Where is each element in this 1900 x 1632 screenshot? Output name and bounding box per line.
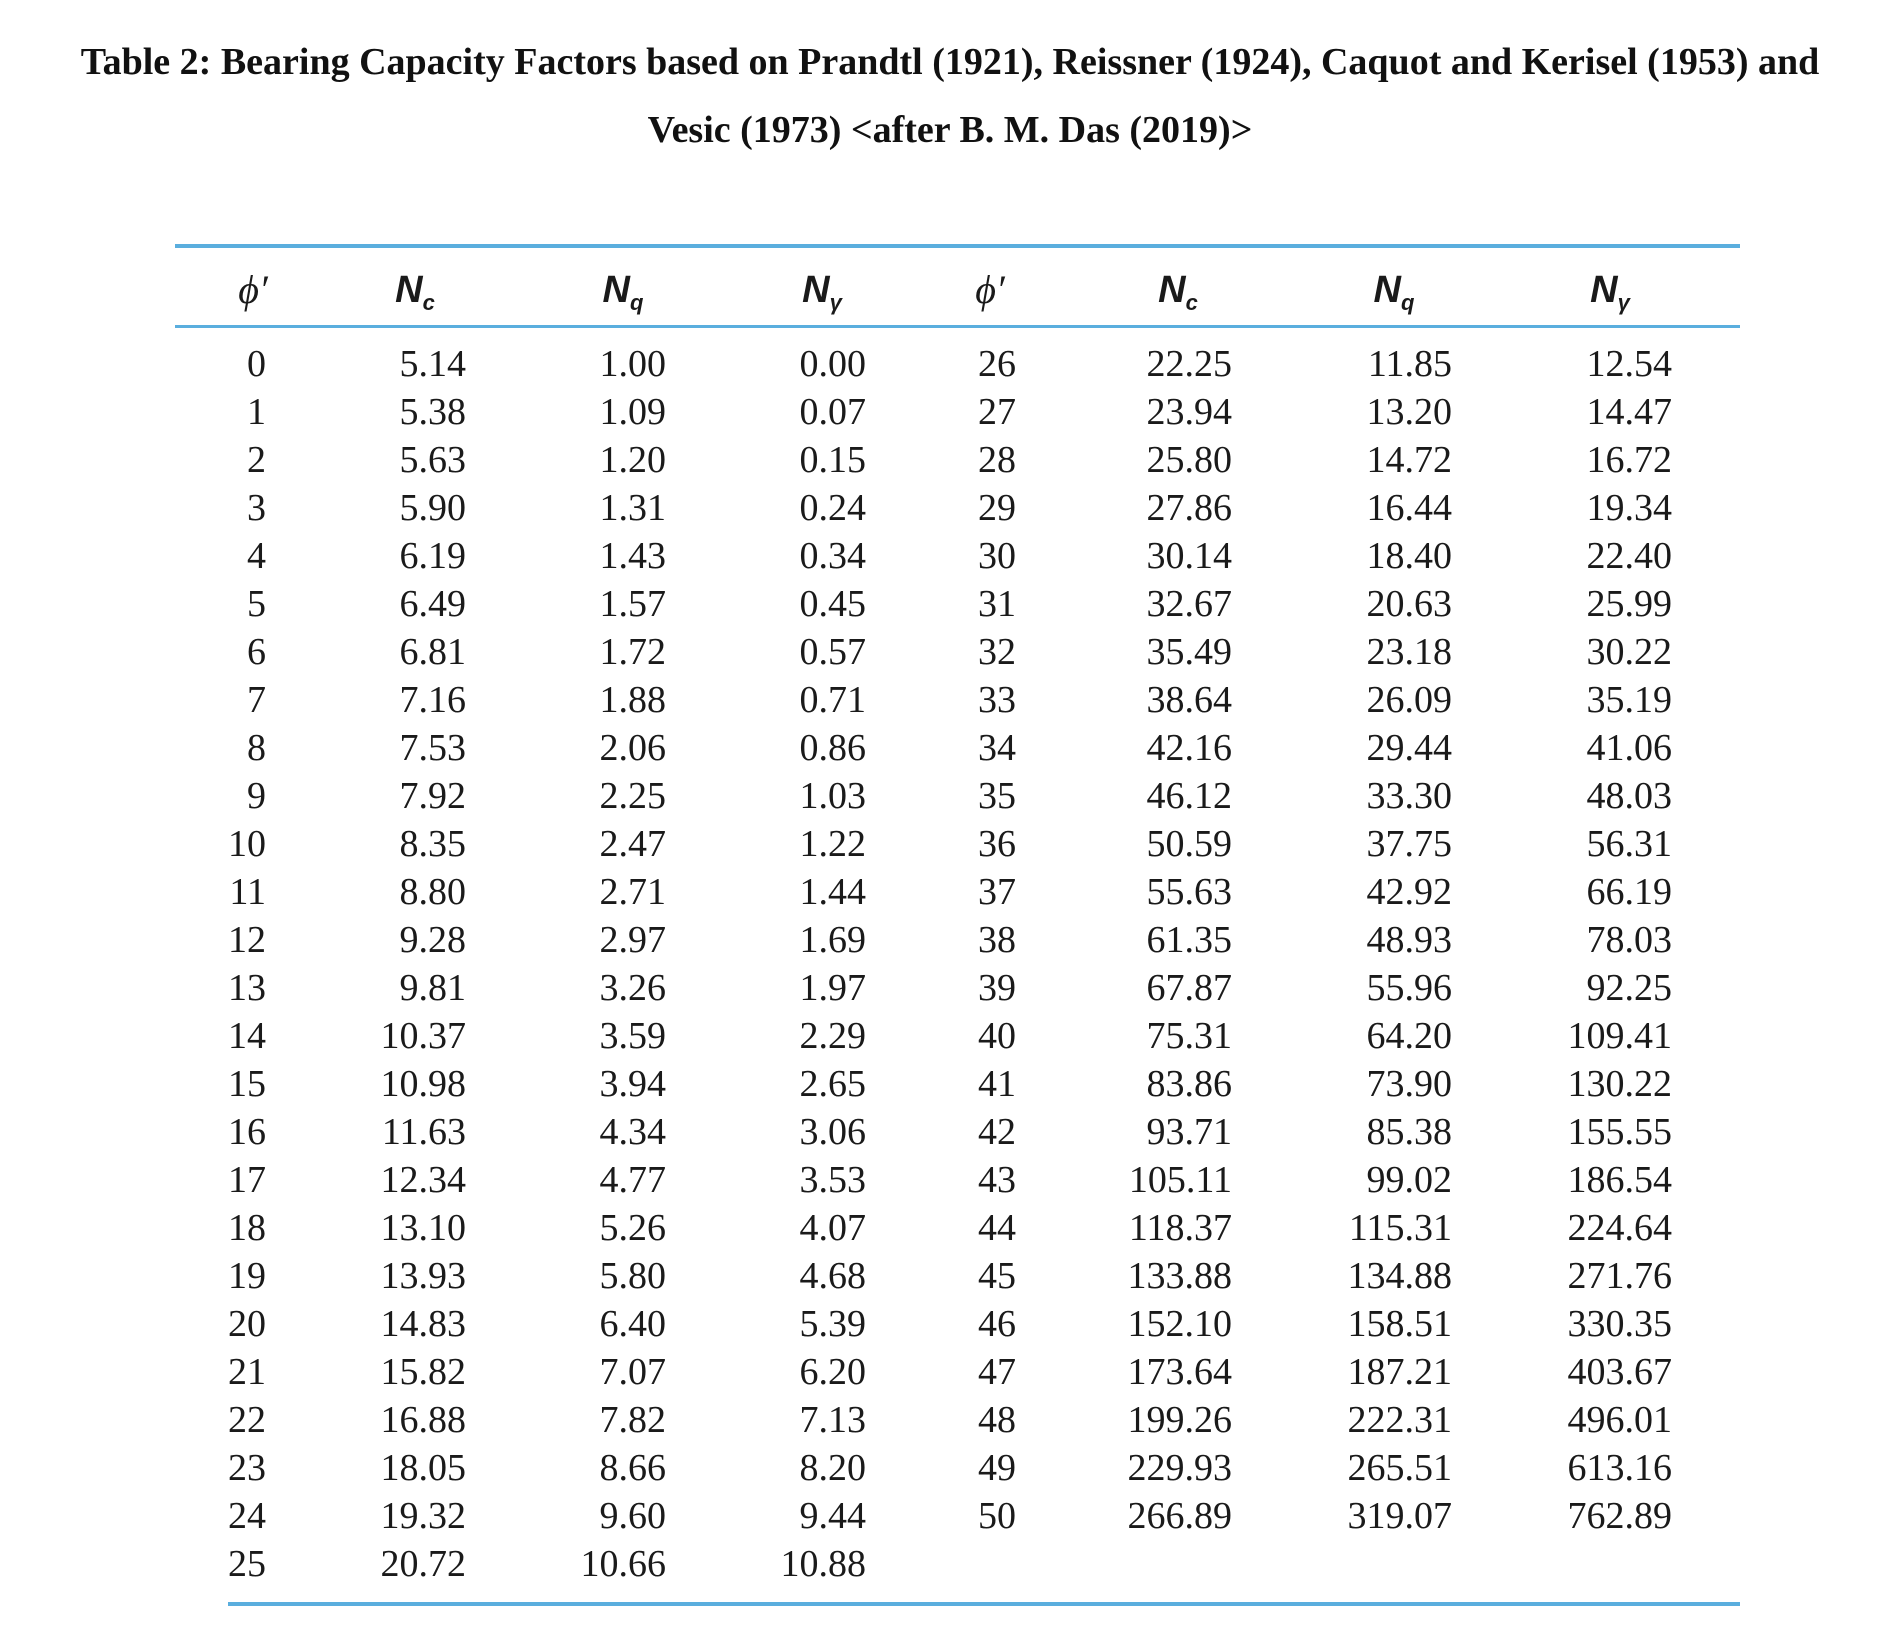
column-phi-right xyxy=(960,340,1016,1540)
table-title-line-1: Table 2: Bearing Capacity Factors based on Prandtl (1921), Reissner (1924), Caquot and Kerisel (1953) and xyxy=(80,41,1820,83)
table-cell: 1.69 xyxy=(799,919,866,961)
table-cell: 42.92 xyxy=(1366,871,1452,913)
table-cell: 10.37 xyxy=(380,1015,466,1057)
table-cell: 0.15 xyxy=(799,439,866,481)
table-cell: 186.54 xyxy=(1567,1159,1672,1201)
table-cell: 1.20 xyxy=(599,439,666,481)
header-nq-right-sub: q xyxy=(1401,290,1415,315)
table-cell: 44 xyxy=(978,1207,1016,1249)
table-cell: 38.64 xyxy=(1146,679,1232,721)
column-phi-left xyxy=(200,340,266,1588)
header-ng-right-sub: γ xyxy=(1617,290,1630,315)
header-nc-right-sub: c xyxy=(1185,290,1198,315)
table-cell: 133.88 xyxy=(1127,1255,1232,1297)
table-cell: 55.63 xyxy=(1146,871,1232,913)
header-ng-left-sub: γ xyxy=(829,290,842,315)
table-cell: 105.11 xyxy=(1128,1159,1232,1201)
table-cell: 14 xyxy=(228,1015,266,1057)
table-cell: 0.24 xyxy=(799,487,866,529)
table-cell: 5 xyxy=(247,583,266,625)
table-cell: 6.20 xyxy=(799,1351,866,1393)
header-phi-left: ϕ′ xyxy=(238,267,268,312)
table-cell: 47 xyxy=(978,1351,1016,1393)
table-cell: 496.01 xyxy=(1567,1399,1672,1441)
table-cell: 4.68 xyxy=(799,1255,866,1297)
table-cell: 173.64 xyxy=(1127,1351,1232,1393)
table-cell: 0.86 xyxy=(799,727,866,769)
table-cell: 83.86 xyxy=(1146,1063,1232,1105)
table-cell: 266.89 xyxy=(1127,1495,1232,1537)
table-cell: 50 xyxy=(978,1495,1016,1537)
table-cell: 1.72 xyxy=(599,631,666,673)
table-cell: 27 xyxy=(978,391,1016,433)
table-cell: 403.67 xyxy=(1567,1351,1672,1393)
table-cell: 35 xyxy=(978,775,1016,817)
column-ng-right xyxy=(1550,340,1672,1540)
table-cell: 7.13 xyxy=(799,1399,866,1441)
table-cell: 158.51 xyxy=(1347,1303,1452,1345)
table-cell: 319.07 xyxy=(1347,1495,1452,1537)
header-phi-right: ϕ′ xyxy=(975,267,1005,312)
table-cell: 9.81 xyxy=(399,967,466,1009)
table-cell: 9.44 xyxy=(799,1495,866,1537)
table-cell: 32 xyxy=(978,631,1016,673)
table-cell: 40 xyxy=(978,1015,1016,1057)
table-cell: 5.90 xyxy=(399,487,466,529)
table-cell: 10.66 xyxy=(580,1543,666,1585)
table-cell: 17 xyxy=(228,1159,266,1201)
table-cell: 30.14 xyxy=(1146,535,1232,577)
table-cell: 33 xyxy=(978,679,1016,721)
table-cell: 4 xyxy=(247,535,266,577)
column-nc-left xyxy=(360,340,466,1588)
table-cell: 48.93 xyxy=(1366,919,1452,961)
table-cell: 50.59 xyxy=(1146,823,1232,865)
table-cell: 199.26 xyxy=(1127,1399,1232,1441)
table-cell: 224.64 xyxy=(1567,1207,1672,1249)
table-cell: 26.09 xyxy=(1366,679,1452,721)
table-cell: 24 xyxy=(228,1495,266,1537)
header-nc-left xyxy=(335,268,495,325)
table-cell: 1.43 xyxy=(599,535,666,577)
table-cell: 64.20 xyxy=(1366,1015,1452,1057)
table-cell: 10.98 xyxy=(380,1063,466,1105)
header-nc-right-base: N xyxy=(1158,269,1186,311)
table-cell: 22.40 xyxy=(1586,535,1672,577)
table-cell: 152.10 xyxy=(1127,1303,1232,1345)
table-cell: 14.47 xyxy=(1586,391,1672,433)
table-cell: 130.22 xyxy=(1567,1063,1672,1105)
table-cell: 16.44 xyxy=(1366,487,1452,529)
table-cell: 15 xyxy=(228,1063,266,1105)
table-cell: 25.80 xyxy=(1146,439,1232,481)
table-cell: 20.72 xyxy=(380,1543,466,1585)
table-cell: 46 xyxy=(978,1303,1016,1345)
table-cell: 56.31 xyxy=(1586,823,1672,865)
table-cell: 11.63 xyxy=(381,1111,466,1153)
table-cell: 23.18 xyxy=(1366,631,1452,673)
table-cell: 25.99 xyxy=(1586,583,1672,625)
table-cell: 14.83 xyxy=(380,1303,466,1345)
header-nq-left-base: N xyxy=(602,269,630,311)
table-cell: 2.65 xyxy=(799,1063,866,1105)
table-cell: 42 xyxy=(978,1111,1016,1153)
table-cell: 8 xyxy=(247,727,266,769)
table-cell: 0.71 xyxy=(799,679,866,721)
table-cell: 0.00 xyxy=(799,343,866,385)
column-nq-left xyxy=(560,340,666,1588)
table-cell: 5.38 xyxy=(399,391,466,433)
table-cell: 6.40 xyxy=(599,1303,666,1345)
table-cell: 0 xyxy=(247,343,266,385)
table-cell: 1.97 xyxy=(799,967,866,1009)
table-cell: 118.37 xyxy=(1128,1207,1232,1249)
table-cell: 85.38 xyxy=(1366,1111,1452,1153)
table-cell: 66.19 xyxy=(1586,871,1672,913)
table-cell: 613.16 xyxy=(1567,1447,1672,1489)
table-cell: 0.57 xyxy=(799,631,866,673)
table-cell: 41 xyxy=(978,1063,1016,1105)
table-cell: 36 xyxy=(978,823,1016,865)
header-nc-left-base: N xyxy=(395,269,423,311)
table-cell: 11 xyxy=(229,871,266,913)
table-cell: 18.40 xyxy=(1366,535,1452,577)
table-cell: 30.22 xyxy=(1586,631,1672,673)
header-ng-left-base: N xyxy=(802,269,830,311)
table-cell: 0.07 xyxy=(799,391,866,433)
table-cell: 4.34 xyxy=(599,1111,666,1153)
table-cell: 8.66 xyxy=(599,1447,666,1489)
table-cell: 1.57 xyxy=(599,583,666,625)
table-cell: 38 xyxy=(978,919,1016,961)
table-cell: 18.05 xyxy=(380,1447,466,1489)
table-cell: 0.34 xyxy=(799,535,866,577)
column-nq-right xyxy=(1330,340,1452,1540)
table-cell: 21 xyxy=(228,1351,266,1393)
table-cell: 5.63 xyxy=(399,439,466,481)
table-cell: 8.20 xyxy=(799,1447,866,1489)
table-cell: 2.25 xyxy=(599,775,666,817)
table-cell: 1.03 xyxy=(799,775,866,817)
header-ng-right xyxy=(1530,268,1690,325)
table-cell: 99.02 xyxy=(1366,1159,1452,1201)
table-cell: 20.63 xyxy=(1366,583,1452,625)
table-cell: 6.19 xyxy=(399,535,466,577)
table-cell: 73.90 xyxy=(1366,1063,1452,1105)
table-cell: 78.03 xyxy=(1586,919,1672,961)
table-cell: 187.21 xyxy=(1347,1351,1452,1393)
table-cell: 5.80 xyxy=(599,1255,666,1297)
table-cell: 67.87 xyxy=(1146,967,1232,1009)
table-cell: 7.92 xyxy=(399,775,466,817)
table-cell: 6.81 xyxy=(399,631,466,673)
table-cell: 7.82 xyxy=(599,1399,666,1441)
table-header-rule xyxy=(175,325,1740,328)
table-cell: 8.35 xyxy=(399,823,466,865)
header-nq-left xyxy=(543,268,703,325)
table-cell: 27.86 xyxy=(1146,487,1232,529)
table-title-line-2: Vesic (1973) <after B. M. Das (2019)> xyxy=(647,109,1253,151)
table-cell: 20 xyxy=(228,1303,266,1345)
table-cell: 7.07 xyxy=(599,1351,666,1393)
table-cell: 12.34 xyxy=(380,1159,466,1201)
table-cell: 1.31 xyxy=(599,487,666,529)
table-cell: 3.59 xyxy=(599,1015,666,1057)
table-cell: 134.88 xyxy=(1347,1255,1452,1297)
table-cell: 7 xyxy=(247,679,266,721)
header-ng-right-base: N xyxy=(1590,269,1618,311)
table-cell: 13.93 xyxy=(380,1255,466,1297)
table-cell: 330.35 xyxy=(1567,1303,1672,1345)
table-cell: 35.19 xyxy=(1586,679,1672,721)
table-cell: 61.35 xyxy=(1146,919,1232,961)
table-cell: 49 xyxy=(978,1447,1016,1489)
table-cell: 75.31 xyxy=(1146,1015,1232,1057)
table-cell: 14.72 xyxy=(1366,439,1452,481)
table-cell: 115.31 xyxy=(1348,1207,1452,1249)
table-cell: 29.44 xyxy=(1366,727,1452,769)
table-top-rule xyxy=(175,244,1740,248)
column-nc-right xyxy=(1110,340,1232,1540)
table-cell: 93.71 xyxy=(1146,1111,1232,1153)
table-cell: 1.00 xyxy=(599,343,666,385)
header-nq-right-base: N xyxy=(1373,269,1401,311)
table-cell: 8.80 xyxy=(399,871,466,913)
header-ng-left xyxy=(742,268,902,325)
table-cell: 3.94 xyxy=(599,1063,666,1105)
table-bottom-rule xyxy=(228,1602,1740,1606)
table-cell: 16 xyxy=(228,1111,266,1153)
header-nq-left-sub: q xyxy=(630,290,644,315)
table-cell: 2.97 xyxy=(599,919,666,961)
table-cell: 2.06 xyxy=(599,727,666,769)
table-cell: 31 xyxy=(978,583,1016,625)
table-cell: 1.88 xyxy=(599,679,666,721)
table-cell: 25 xyxy=(228,1543,266,1585)
table-cell: 26 xyxy=(978,343,1016,385)
table-cell: 92.25 xyxy=(1586,967,1672,1009)
table-cell: 42.16 xyxy=(1146,727,1232,769)
table-cell: 10.88 xyxy=(780,1543,866,1585)
table-cell: 46.12 xyxy=(1146,775,1232,817)
table-cell: 45 xyxy=(978,1255,1016,1297)
header-nc-right xyxy=(1098,268,1258,325)
table-cell: 9.60 xyxy=(599,1495,666,1537)
table-cell: 41.06 xyxy=(1586,727,1672,769)
table-cell: 5.39 xyxy=(799,1303,866,1345)
table-cell: 7.16 xyxy=(399,679,466,721)
table-cell: 23.94 xyxy=(1146,391,1232,433)
table-cell: 19.34 xyxy=(1586,487,1672,529)
table-cell: 12 xyxy=(228,919,266,961)
table-cell: 6 xyxy=(247,631,266,673)
table-cell: 22 xyxy=(228,1399,266,1441)
table-cell: 15.82 xyxy=(380,1351,466,1393)
table-cell: 2 xyxy=(247,439,266,481)
table-cell: 3.06 xyxy=(799,1111,866,1153)
table-cell: 5.14 xyxy=(399,343,466,385)
table-cell: 48 xyxy=(978,1399,1016,1441)
table-cell: 43 xyxy=(978,1159,1016,1201)
table-cell: 762.89 xyxy=(1567,1495,1672,1537)
table-cell: 4.07 xyxy=(799,1207,866,1249)
table-cell: 1.09 xyxy=(599,391,666,433)
table-cell: 265.51 xyxy=(1347,1447,1452,1489)
table-cell: 6.49 xyxy=(399,583,466,625)
table-cell: 4.77 xyxy=(599,1159,666,1201)
table-cell: 11.85 xyxy=(1367,343,1452,385)
table-cell: 155.55 xyxy=(1567,1111,1672,1153)
table-cell: 12.54 xyxy=(1586,343,1672,385)
table-cell: 7.53 xyxy=(399,727,466,769)
table-cell: 9 xyxy=(247,775,266,817)
table-cell: 1.44 xyxy=(799,871,866,913)
table-cell: 2.47 xyxy=(599,823,666,865)
table-cell: 33.30 xyxy=(1366,775,1452,817)
table-cell: 48.03 xyxy=(1586,775,1672,817)
table-cell: 29 xyxy=(978,487,1016,529)
table-cell: 35.49 xyxy=(1146,631,1232,673)
table-cell: 1.22 xyxy=(799,823,866,865)
table-cell: 39 xyxy=(978,967,1016,1009)
table-cell: 5.26 xyxy=(599,1207,666,1249)
table-cell: 109.41 xyxy=(1567,1015,1672,1057)
table-cell: 10 xyxy=(228,823,266,865)
table-cell: 16.88 xyxy=(380,1399,466,1441)
table-cell: 23 xyxy=(228,1447,266,1489)
table-cell: 2.29 xyxy=(799,1015,866,1057)
table-cell: 34 xyxy=(978,727,1016,769)
table-cell: 3.26 xyxy=(599,967,666,1009)
table-cell: 0.45 xyxy=(799,583,866,625)
table-cell: 3 xyxy=(247,487,266,529)
table-cell: 32.67 xyxy=(1146,583,1232,625)
table-cell: 13.10 xyxy=(380,1207,466,1249)
table-cell: 37 xyxy=(978,871,1016,913)
table-cell: 19.32 xyxy=(380,1495,466,1537)
table-cell: 222.31 xyxy=(1347,1399,1452,1441)
table-cell: 22.25 xyxy=(1146,343,1232,385)
header-nq-right xyxy=(1314,268,1474,325)
table-cell: 271.76 xyxy=(1567,1255,1672,1297)
table-cell: 229.93 xyxy=(1127,1447,1232,1489)
table-cell: 16.72 xyxy=(1586,439,1672,481)
table-cell: 18 xyxy=(228,1207,266,1249)
header-nc-left-sub: c xyxy=(422,290,435,315)
table-cell: 37.75 xyxy=(1366,823,1452,865)
table-cell: 3.53 xyxy=(799,1159,866,1201)
table-cell: 55.96 xyxy=(1366,967,1452,1009)
table-cell: 2.71 xyxy=(599,871,666,913)
column-ng-left xyxy=(760,340,866,1588)
table-cell: 9.28 xyxy=(399,919,466,961)
table-cell: 1 xyxy=(247,391,266,433)
table-cell: 30 xyxy=(978,535,1016,577)
table-cell: 13 xyxy=(228,967,266,1009)
table-title xyxy=(0,28,1900,164)
table-cell: 13.20 xyxy=(1366,391,1452,433)
table-cell: 28 xyxy=(978,439,1016,481)
table-cell: 19 xyxy=(228,1255,266,1297)
